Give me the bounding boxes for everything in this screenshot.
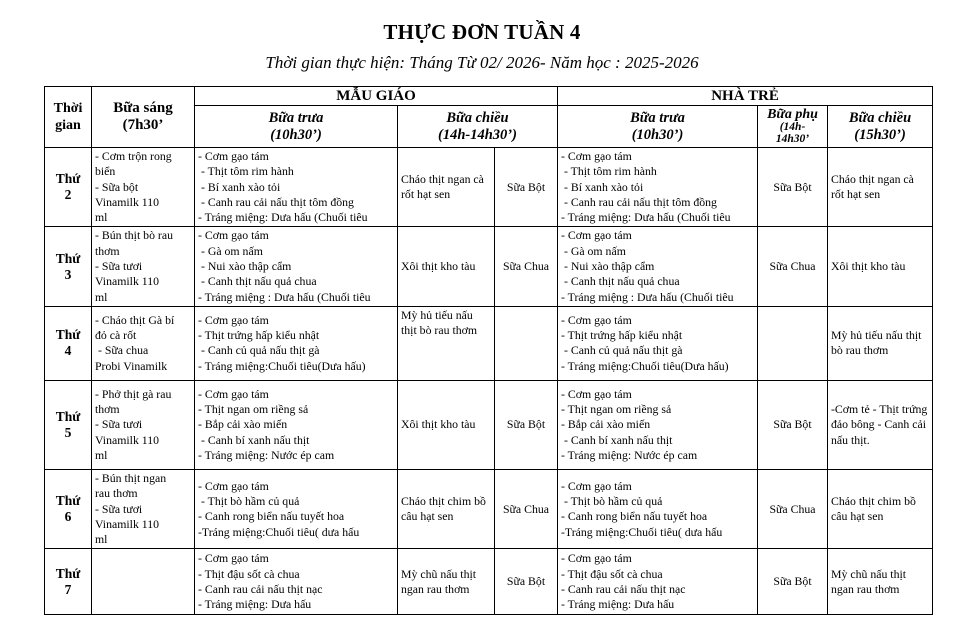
nursery-lunch-line: - Thịt trứng hấp kiểu nhật <box>561 328 683 343</box>
nursery-afternoon-text: Cháo thịt chim bồ câu hạt sen <box>831 493 916 524</box>
nursery-group-header: NHÀ TRẺ <box>558 87 933 106</box>
kindergarten-afternoon-header-line-2: (14h-14h30’) <box>438 126 517 143</box>
nursery-lunch-line: - Nui xào thập cẩm <box>561 259 655 274</box>
kindergarten-lunch-line: - Thịt trứng hấp kiểu nhật <box>198 328 320 343</box>
breakfast-line: - Sữa tươi <box>95 501 143 516</box>
nursery-lunch-line: - Tráng miệng: Dưa hấu <box>561 597 675 612</box>
time-header-line-2: gian <box>55 118 81 133</box>
kindergarten-lunch-line: - Canh bí xanh nấu thịt <box>198 432 310 447</box>
nursery-lunch-line: - Canh rong biển nấu tuyết hoa <box>561 509 708 524</box>
kindergarten-lunch-line: - Thịt bò hầm củ quả <box>198 493 300 508</box>
kindergarten-lunch-line: - Bắp cải xào miến <box>198 417 288 432</box>
day-number: 2 <box>64 187 72 203</box>
kindergarten-lunch-line: - Tráng miệng:Chuối tiêu(Dưa hấu) <box>198 358 366 373</box>
nursery-lunch-line: - Canh rau cải nấu thịt nạc <box>561 581 686 596</box>
nursery-afternoon-text: Mỳ chũ nấu thịt ngan rau thơm <box>831 566 907 596</box>
nursery-lunch-line: - Cơm gạo tám <box>561 312 632 327</box>
group-header-row <box>45 87 933 106</box>
breakfast-cell <box>92 469 195 548</box>
kindergarten-lunch-cell <box>195 306 398 380</box>
kindergarten-lunch-line: - Thịt tôm rim hành <box>198 164 294 179</box>
kindergarten-milk-cell <box>495 306 558 380</box>
nursery-lunch-line: - Cơm gạo tám <box>561 478 632 493</box>
nursery-afternoon-cell <box>828 227 933 306</box>
nursery-lunch-line: - Tráng miệng : Dưa hấu (Chuối tiêu <box>561 289 734 304</box>
nursery-afternoon-cell <box>828 380 933 469</box>
nursery-snack-text: Sữa Chua <box>769 259 816 274</box>
nursery-afternoon-text: Cháo thịt ngan cà rốt hạt sen <box>831 171 914 202</box>
breakfast-line: - Sữa tươi <box>95 259 143 274</box>
breakfast-line: thơm <box>95 243 120 258</box>
kindergarten-lunch-line: - Cơm gạo tám <box>198 386 269 401</box>
kindergarten-lunch-line: - Cơm gạo tám <box>198 228 269 243</box>
kindergarten-afternoon-text: Xôi thịt kho tàu <box>401 259 476 274</box>
kindergarten-lunch-cell <box>195 549 398 615</box>
kindergarten-milk-cell <box>495 380 558 469</box>
kindergarten-lunch-line: - Bí xanh xào tỏi <box>198 179 281 194</box>
breakfast-line: - Bún thịt ngan <box>95 470 167 485</box>
day-number: 6 <box>64 509 72 525</box>
nursery-lunch-cell <box>558 148 758 227</box>
breakfast-line: Probi Vinamilk <box>95 358 168 373</box>
menu-body <box>45 148 933 615</box>
breakfast-line: - Sữa bột <box>95 179 139 194</box>
day-number: 4 <box>64 343 72 359</box>
nursery-lunch-cell <box>558 306 758 380</box>
nursery-lunch-line: - Canh thịt nấu quả chua <box>561 274 680 289</box>
kindergarten-lunch-line: - Tráng miệng: Dưa hấu (Chuối tiêu <box>198 210 368 225</box>
menu-row <box>45 227 933 306</box>
nursery-lunch-line: - Bắp cải xào miến <box>561 417 651 432</box>
kindergarten-milk-cell <box>495 549 558 615</box>
nursery-lunch-header <box>558 106 758 148</box>
breakfast-cell <box>92 380 195 469</box>
kindergarten-afternoon-text: Cháo thịt ngan cà rốt hạt sen <box>401 171 484 202</box>
kindergarten-afternoon-text: Cháo thịt chim bồ câu hạt sen <box>401 493 486 524</box>
day-number: 5 <box>64 424 72 440</box>
kindergarten-lunch-cell <box>195 380 398 469</box>
kindergarten-lunch-line: -Tráng miệng:Chuối tiêu( dưa hấu <box>198 524 360 539</box>
breakfast-line: Vinamilk 110 <box>95 516 160 531</box>
nursery-snack-header <box>758 106 828 148</box>
kindergarten-afternoon-cell <box>398 306 495 380</box>
nursery-afternoon-text: Mỳ hủ tiếu nấu thịt bò rau thơm <box>831 328 922 358</box>
breakfast-line: đỏ cà rốt <box>95 328 137 343</box>
nursery-snack-cell <box>758 227 828 306</box>
nursery-snack-text: Sữa Bột <box>773 179 812 194</box>
kindergarten-lunch-line: - Cơm gạo tám <box>198 149 269 163</box>
breakfast-line: - Bún thịt bò rau <box>95 228 173 243</box>
kindergarten-milk-cell <box>495 227 558 306</box>
kindergarten-afternoon-text: Mỳ hủ tiếu nấu thịt bò rau thơm <box>401 307 478 338</box>
kindergarten-afternoon-header-line-1: Bữa chiều <box>446 109 509 126</box>
day-cell <box>45 227 92 306</box>
kindergarten-lunch-line: - Nui xào thập cẩm <box>198 259 292 274</box>
kindergarten-lunch-line: - Canh củ quả nấu thịt gà <box>198 343 320 358</box>
kindergarten-milk-cell <box>495 469 558 548</box>
nursery-lunch-header-line-1: Bữa trưa <box>630 109 685 126</box>
time-column-header <box>45 87 92 148</box>
kindergarten-lunch-line: - Cơm gạo tám <box>198 312 269 327</box>
menu-row <box>45 306 933 380</box>
nursery-afternoon-text: Xôi thịt kho tàu <box>831 259 906 274</box>
day-cell <box>45 380 92 469</box>
day-label: Thứ <box>55 171 81 187</box>
breakfast-line: - Phở thịt gà rau <box>95 386 172 401</box>
kindergarten-milk-text: Sữa Chua <box>502 501 550 516</box>
nursery-lunch-cell <box>558 469 758 548</box>
kindergarten-lunch-line: - Tráng miệng : Dưa hấu (Chuối tiêu <box>198 289 371 304</box>
day-cell <box>45 148 92 227</box>
kindergarten-afternoon-cell <box>398 469 495 548</box>
day-number: 7 <box>64 581 72 597</box>
breakfast-cell <box>92 306 195 380</box>
day-label: Thứ <box>55 408 81 424</box>
day-label: Thứ <box>55 250 81 266</box>
nursery-lunch-header-line-2: (10h30’) <box>631 126 684 143</box>
kindergarten-milk-text: Sữa Bột <box>506 417 546 432</box>
kindergarten-afternoon-cell <box>398 380 495 469</box>
nursery-lunch-line: - Gà om nấm <box>561 243 626 258</box>
nursery-snack-header-line-1: Bữa phụ <box>767 106 818 122</box>
menu-row <box>45 380 933 469</box>
nursery-afternoon-cell <box>828 549 933 615</box>
nursery-snack-header-line-2: (14h- <box>779 120 806 133</box>
kindergarten-afternoon-text: Mỳ chũ nấu thịt ngan rau thơm <box>401 566 477 596</box>
kindergarten-milk-cell <box>495 148 558 227</box>
day-label: Thứ <box>55 565 81 581</box>
nursery-lunch-line: - Cơm gạo tám <box>561 386 632 401</box>
nursery-afternoon-cell <box>828 148 933 227</box>
nursery-lunch-line: - Cơm gạo tám <box>561 551 632 566</box>
kindergarten-lunch-line: - Canh rong biển nấu tuyết hoa <box>198 509 345 524</box>
nursery-lunch-line: - Thịt ngan om riềng sả <box>561 402 672 417</box>
kindergarten-afternoon-cell <box>398 148 495 227</box>
kindergarten-lunch-line: - Tráng miệng: Dưa hấu <box>198 597 312 612</box>
menu-table <box>44 86 933 615</box>
nursery-snack-cell <box>758 549 828 615</box>
breakfast-line: thơm <box>95 402 120 417</box>
nursery-lunch-line: -Tráng miệng:Chuối tiêu( dưa hấu <box>561 524 723 539</box>
nursery-afternoon-text: -Cơm tẻ - Thịt trứng đảo bông - Canh cải nấu thịt. <box>831 402 928 447</box>
breakfast-header-line-1: Bữa sáng <box>113 100 173 116</box>
menu-row <box>45 469 933 548</box>
nursery-snack-cell <box>758 380 828 469</box>
kindergarten-lunch-line: - Gà om nấm <box>198 243 263 258</box>
kindergarten-afternoon-cell <box>398 549 495 615</box>
nursery-snack-text: Sữa Bột <box>773 574 812 589</box>
menu-row <box>45 148 933 227</box>
day-number: 3 <box>64 266 72 282</box>
kindergarten-lunch-header <box>195 106 398 148</box>
kindergarten-afternoon-header <box>398 106 558 148</box>
breakfast-column-header <box>92 87 195 148</box>
nursery-lunch-line: - Tráng miệng:Chuối tiêu(Dưa hấu) <box>561 358 729 373</box>
nursery-lunch-line: - Bí xanh xào tỏi <box>561 179 644 194</box>
page-subtitle: Thời gian thực hiện: Tháng Từ 02/ 2026- Năm học : 2025-2026 <box>265 53 699 72</box>
nursery-lunch-cell <box>558 227 758 306</box>
nursery-afternoon-header <box>828 106 933 148</box>
breakfast-line: - Cháo thịt Gà bí <box>95 312 175 327</box>
kindergarten-lunch-line: - Canh thịt nấu quả chua <box>198 274 317 289</box>
kindergarten-milk-text: Sữa Bột <box>506 179 546 194</box>
time-header-line-1: Thời <box>53 101 83 116</box>
kindergarten-lunch-line: - Canh rau cải nấu thịt nạc <box>198 581 323 596</box>
breakfast-line: - Cơm trộn rong <box>95 149 172 163</box>
nursery-lunch-line: - Thịt bò hầm củ quả <box>561 493 663 508</box>
nursery-snack-header-line-3: 14h30’ <box>775 132 810 145</box>
day-cell <box>45 549 92 615</box>
kindergarten-lunch-header-line-2: (10h30’) <box>270 126 322 143</box>
breakfast-line: Vinamilk 110 <box>95 274 160 289</box>
breakfast-line: ml <box>95 289 108 304</box>
kindergarten-milk-text: Sữa Chua <box>502 259 550 274</box>
nursery-lunch-line: - Thịt tôm rim hành <box>561 164 657 179</box>
nursery-afternoon-cell <box>828 306 933 380</box>
breakfast-header-line-2: (7h30’ <box>122 117 164 133</box>
breakfast-line: - Sữa tươi <box>95 417 143 432</box>
nursery-lunch-line: - Canh bí xanh nấu thịt <box>561 432 673 447</box>
nursery-snack-cell <box>758 306 828 380</box>
nursery-afternoon-header-line-1: Bữa chiều <box>848 109 912 126</box>
nursery-snack-cell <box>758 469 828 548</box>
kindergarten-afternoon-text: Xôi thịt kho tàu <box>401 417 476 432</box>
kindergarten-lunch-line: - Cơm gạo tám <box>198 551 269 566</box>
nursery-lunch-line: - Cơm gạo tám <box>561 228 632 243</box>
breakfast-cell <box>92 148 195 227</box>
page-title: THỰC ĐƠN TUẦN 4 <box>383 20 581 44</box>
nursery-lunch-line: - Canh rau cải nấu thịt tôm đồng <box>561 194 717 209</box>
kindergarten-lunch-header-line-1: Bữa trưa <box>268 109 324 126</box>
nursery-lunch-line: - Tráng miệng: Nước ép cam <box>561 447 698 462</box>
nursery-snack-text: Sữa Chua <box>769 501 816 516</box>
breakfast-line: Vinamilk 110 <box>95 194 160 209</box>
kindergarten-lunch-line: - Canh rau cải nấu thịt tôm đồng <box>198 194 354 209</box>
breakfast-cell <box>92 549 195 615</box>
breakfast-line: Vinamilk 110 <box>95 432 160 447</box>
kindergarten-lunch-cell <box>195 227 398 306</box>
nursery-lunch-cell <box>558 380 758 469</box>
kindergarten-lunch-cell <box>195 469 398 548</box>
nursery-lunch-line: - Canh củ quả nấu thịt gà <box>561 343 683 358</box>
nursery-lunch-line: - Cơm gạo tám <box>561 149 632 163</box>
day-label: Thứ <box>55 327 81 343</box>
nursery-afternoon-header-line-2: (15h30’) <box>854 126 906 143</box>
day-cell <box>45 469 92 548</box>
nursery-afternoon-cell <box>828 469 933 548</box>
breakfast-line: biển <box>95 164 116 179</box>
kindergarten-lunch-line: - Thịt ngan om riềng sả <box>198 402 309 417</box>
kindergarten-lunch-cell <box>195 148 398 227</box>
nursery-lunch-line: - Tráng miệng: Dưa hấu (Chuối tiêu <box>561 210 731 225</box>
breakfast-line: rau thơm <box>95 486 138 501</box>
breakfast-line: ml <box>95 532 108 547</box>
breakfast-line: - Sữa chua <box>95 343 149 358</box>
breakfast-cell <box>92 227 195 306</box>
day-label: Thứ <box>55 493 81 509</box>
kindergarten-afternoon-cell <box>398 227 495 306</box>
kindergarten-lunch-line: - Cơm gạo tám <box>198 478 269 493</box>
kindergarten-group-header: MẪU GIÁO <box>195 87 558 106</box>
breakfast-line: ml <box>95 447 108 462</box>
nursery-lunch-cell <box>558 549 758 615</box>
nursery-snack-text: Sữa Bột <box>773 417 812 432</box>
day-cell <box>45 306 92 380</box>
nursery-snack-cell <box>758 148 828 227</box>
kindergarten-lunch-line: - Tráng miệng: Nước ép cam <box>198 447 335 462</box>
breakfast-line: ml <box>95 210 108 225</box>
menu-row <box>45 549 933 615</box>
nursery-lunch-line: - Thịt đậu sốt cà chua <box>561 566 663 581</box>
kindergarten-milk-text: Sữa Bột <box>506 574 546 589</box>
kindergarten-lunch-line: - Thịt đậu sốt cà chua <box>198 566 300 581</box>
